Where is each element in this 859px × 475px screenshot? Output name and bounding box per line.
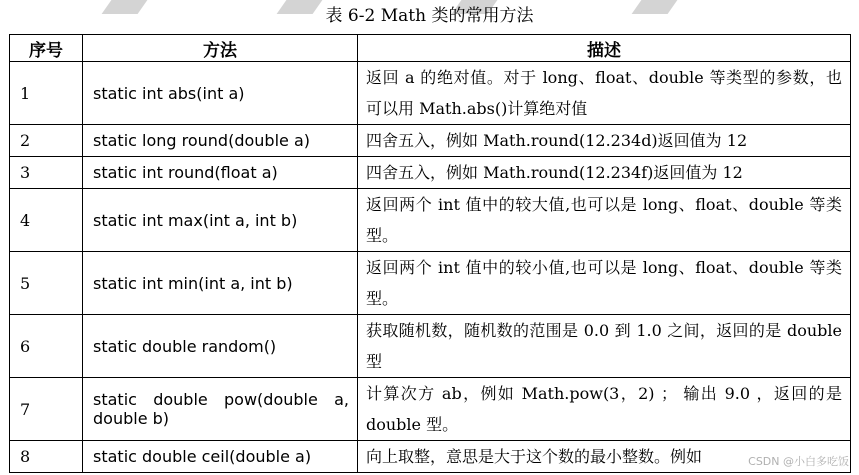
row-method: static double random() [83,315,358,378]
row-no: 1 [10,62,83,125]
table-header-row [10,35,851,62]
row-desc: 获取随机数，随机数的范围是 0.0 到 1.0 之间，返回的是 double 型 [358,315,851,378]
header-method: 方法 [83,35,358,62]
row-desc: 向上取整，意思是大于这个数的最小整数。例如 [358,441,851,473]
table-caption: 表 6-2 Math 类的常用方法 [325,6,534,26]
row-no: 5 [10,252,83,315]
row-method: static int min(int a, int b) [83,252,358,315]
math-methods-table [9,34,851,473]
row-desc: 四舍五入，例如 Math.round(12.234d)返回值为 12 [358,125,851,157]
row-method: static int round(float a) [83,157,358,189]
watermark: CSDN @小白多吃饭 [748,455,849,468]
row-no: 6 [10,315,83,378]
row-method: static int max(int a, int b) [83,189,358,252]
row-desc: 返回两个 int 值中的较大值,也可以是 long、float、double 等类型。 [358,189,851,252]
row-method: static double ceil(double a) [83,441,358,473]
table-row [10,441,851,473]
row-method: static int abs(int a) [83,62,358,125]
row-no: 8 [10,441,83,473]
header-no: 序号 [10,35,83,62]
table-row [10,315,851,378]
row-no: 4 [10,189,83,252]
table-row [10,252,851,315]
table-row [10,62,851,125]
header-desc: 描述 [358,35,851,62]
table-row [10,125,851,157]
row-desc: 返回 a 的绝对值。对于 long、float、double 等类型的参数，也可以用 Math.abs()计算绝对值 [358,62,851,125]
row-method: static double pow(double a, double b) [83,378,358,441]
table-row [10,378,851,441]
row-desc: 四舍五入，例如 Math.round(12.234f)返回值为 12 [358,157,851,189]
table-row [10,189,851,252]
row-no: 2 [10,125,83,157]
row-desc: 计算次方 ab，例如 Math.pow(3，2) ； 输出 9.0 ，返回的是 double 型。 [358,378,851,441]
row-no: 7 [10,378,83,441]
row-no: 3 [10,157,83,189]
table-row [10,157,851,189]
row-method: static long round(double a) [83,125,358,157]
row-desc: 返回两个 int 值中的较小值,也可以是 long、float、double 等类型。 [358,252,851,315]
